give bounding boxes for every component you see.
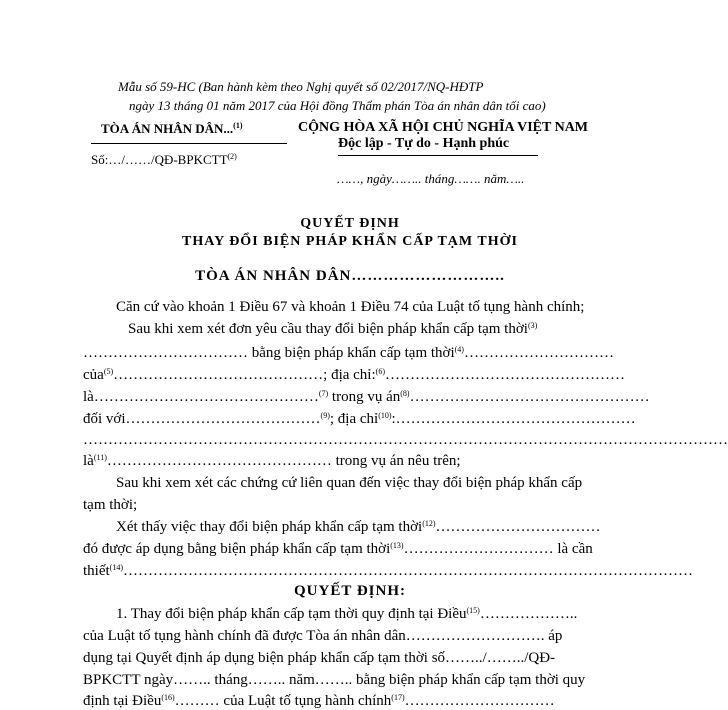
title-line2: THAY ĐỔI BIỆN PHÁP KHẨN CẤP TẠM THỜI [182, 234, 518, 249]
form-note-line2: ngày 13 tháng 01 năm 2017 của Hội đồng Thẩm phán Tòa án nhân dân tối cao) [129, 98, 546, 113]
requester-line: của$^{(5)}$……………………………………; địa chỉ:$^{(6)}$………………………………………… [83, 367, 625, 383]
address-continuation: ………………………………………………………………………………………………………………… [83, 432, 728, 448]
motto-underline [338, 155, 538, 156]
measure-line: …………………………… bằng biện pháp khẩn cấp tạm thời$^{(4)}$………………………… [83, 345, 614, 361]
country-name: CỘNG HÒA XÃ HỘI CHỦ NGHĨA VIỆT NAM [298, 120, 589, 135]
decision-number: Số:…/……/QĐ-BPKCTT$^{(2)}$ [91, 152, 237, 167]
consideration-line: Xét thấy việc thay đổi biện pháp khẩn cấp tạm thời$^{(12)}$…………………………… [116, 519, 601, 535]
role-line: là………………………………………$^{(7)}$ trong vụ $án^{(8)}\dots\dots\dots\dots\dots\dots\dots\dots\dots\dots\dots\dots\dots\dots\dots\dots$ [83, 389, 650, 405]
evidence-line: Sau khi xem xét các chứng cứ liên quan đến việc thay đổi biện pháp khẩn cấp [116, 475, 583, 491]
court-name: TÒA ÁN NHÂN DÂN...$^{(1)}$ [101, 121, 243, 136]
evidence-line-end: tạm thời; [83, 497, 138, 513]
party-role-line: $là^{(11)}\dots\dots\dots\dots\dots\dots\dots\dots\dots\dots\dots\dots\dots\dots\dots$ trong vụ án nêu trên; [83, 453, 461, 469]
applied-measure-line: đó được áp dụng bằng biện pháp khẩn cấp tạm thời$^{(13)}$………………………… là cần [83, 541, 593, 557]
national-motto: Độc lập - Tự do - Hạnh phúc [338, 136, 510, 151]
decision-heading: QUYẾT ĐỊNH: [294, 583, 406, 599]
against-line: đối với…………………………………$^{(9)}$; địa chỉ$^{(10)}$:………………………………………… [83, 411, 636, 427]
decision-item-1-line5: định tại Điều$^{(16)}$……… của Luật tố tụng hành chính$^{(17)}$………………………… [83, 693, 555, 709]
basis-line: Căn cứ vào khoản 1 Điều 67 và khoản 1 Điều 74 của Luật tố tụng hành chính; [116, 299, 585, 315]
review-line: Sau khi xem xét đơn yêu cầu thay đổi biện pháp khẩn cấp tạm thời$^{(3)}$ [128, 321, 538, 337]
decision-item-1-line3: dụng tại Quyết định áp dụng biện pháp khẩn cấp tạm thời số……../……../QĐ- [83, 650, 556, 666]
decision-item-1-line4: BPKCTT ngày…….. tháng…….. năm…….. bằng biện pháp khẩn cấp tạm thời quy [83, 672, 586, 688]
date-line: ……, ngày…….. tháng……. năm….. [337, 171, 525, 186]
issuer: TÒA ÁN NHÂN DÂN……………………….. [195, 268, 505, 284]
decision-item-1: 1. Thay đổi biện pháp khẩn cấp tạm thời quy định tại Điều$^{(15)}$……………….. [116, 606, 578, 622]
court-underline [91, 143, 287, 144]
decision-item-1-line2: của Luật tố tụng hành chính đã được Tòa án nhân dân………………………. áp [83, 628, 563, 644]
form-note-line1: Mẫu số 59-HC (Ban hành kèm theo Nghị quyết số 02/2017/NQ-HĐTP [118, 79, 484, 94]
necessity-line: thiết$^{(14)}$…………………………………………………………………………………………………… [83, 563, 693, 579]
title-line1: QUYẾT ĐỊNH [300, 216, 400, 231]
